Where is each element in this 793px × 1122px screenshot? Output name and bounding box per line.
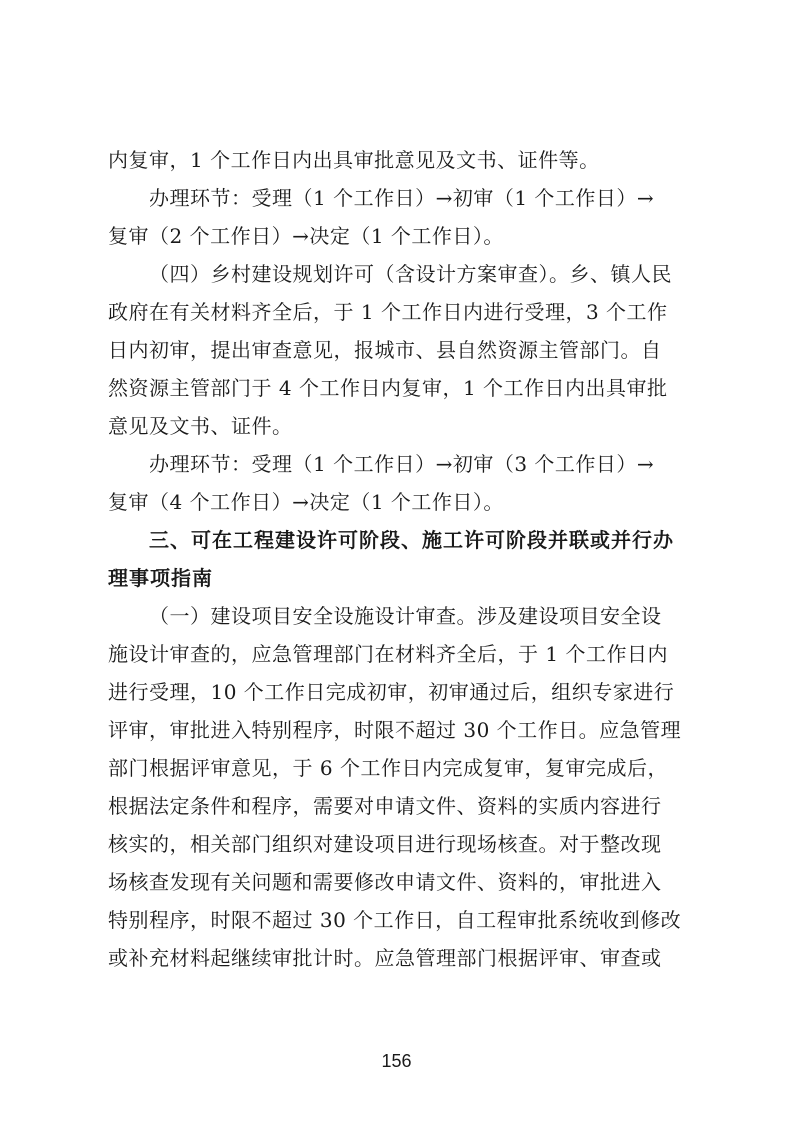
- text-line: 部门根据评审意见，于 6 个工作日内完成复审，复审完成后，: [108, 756, 668, 780]
- text-line: 特别程序，时限不超过 30 个工作日，自工程审批系统收到修改: [108, 908, 682, 932]
- text-line: 办理环节：受理（1 个工作日）→初审（1 个工作日）→: [149, 186, 655, 210]
- text-line: 核实的，相关部门组织对建设项目进行现场核查。对于整改现: [108, 832, 662, 856]
- chapter-heading: 三、可在工程建设许可阶段、施工许可阶段并联或并行办: [149, 528, 674, 552]
- text-line: 政府在有关材料齐全后，于 1 个工作日内进行受理，3 个工作: [108, 300, 668, 324]
- text-line: 根据法定条件和程序，需要对申请文件、资料的实质内容进行: [108, 794, 662, 818]
- text-line: 施设计审查的，应急管理部门在材料齐全后，于 1 个工作日内: [108, 642, 668, 666]
- section-heading: （一）建设项目安全设施设计审查。涉及建设项目安全设: [149, 604, 662, 628]
- text-line: 然资源主管部门于 4 个工作日内复审，1 个工作日内出具审批: [108, 376, 668, 400]
- text-line: 日内初审，提出审查意见，报城市、县自然资源主管部门。自: [108, 338, 662, 362]
- text-line: 复审（4 个工作日）→决定（1 个工作日）。: [108, 490, 504, 514]
- page-number: 156: [381, 1051, 412, 1071]
- chapter-heading-continued: 理事项指南: [108, 566, 213, 590]
- text-line: 意见及文书、证件。: [108, 414, 293, 438]
- text-line: 进行受理，10 个工作日完成初审，初审通过后，组织专家进行: [108, 680, 675, 704]
- text-line: 内复审，1 个工作日内出具审批意见及文书、证件等。: [108, 148, 600, 172]
- text-line: 办理环节：受理（1 个工作日）→初审（3 个工作日）→: [149, 452, 655, 476]
- text-line: 场核查发现有关问题和需要修改申请文件、资料的，审批进入: [108, 870, 662, 894]
- text-line: 评审，审批进入特别程序，时限不超过 30 个工作日。应急管理: [108, 718, 682, 742]
- text-line: 或补充材料起继续审批计时。应急管理部门根据评审、审查或: [108, 946, 662, 970]
- text-line: 复审（2 个工作日）→决定（1 个工作日）。: [108, 224, 504, 248]
- section-heading: （四）乡村建设规划许可（含设计方案审查）。乡、镇人民: [149, 262, 672, 286]
